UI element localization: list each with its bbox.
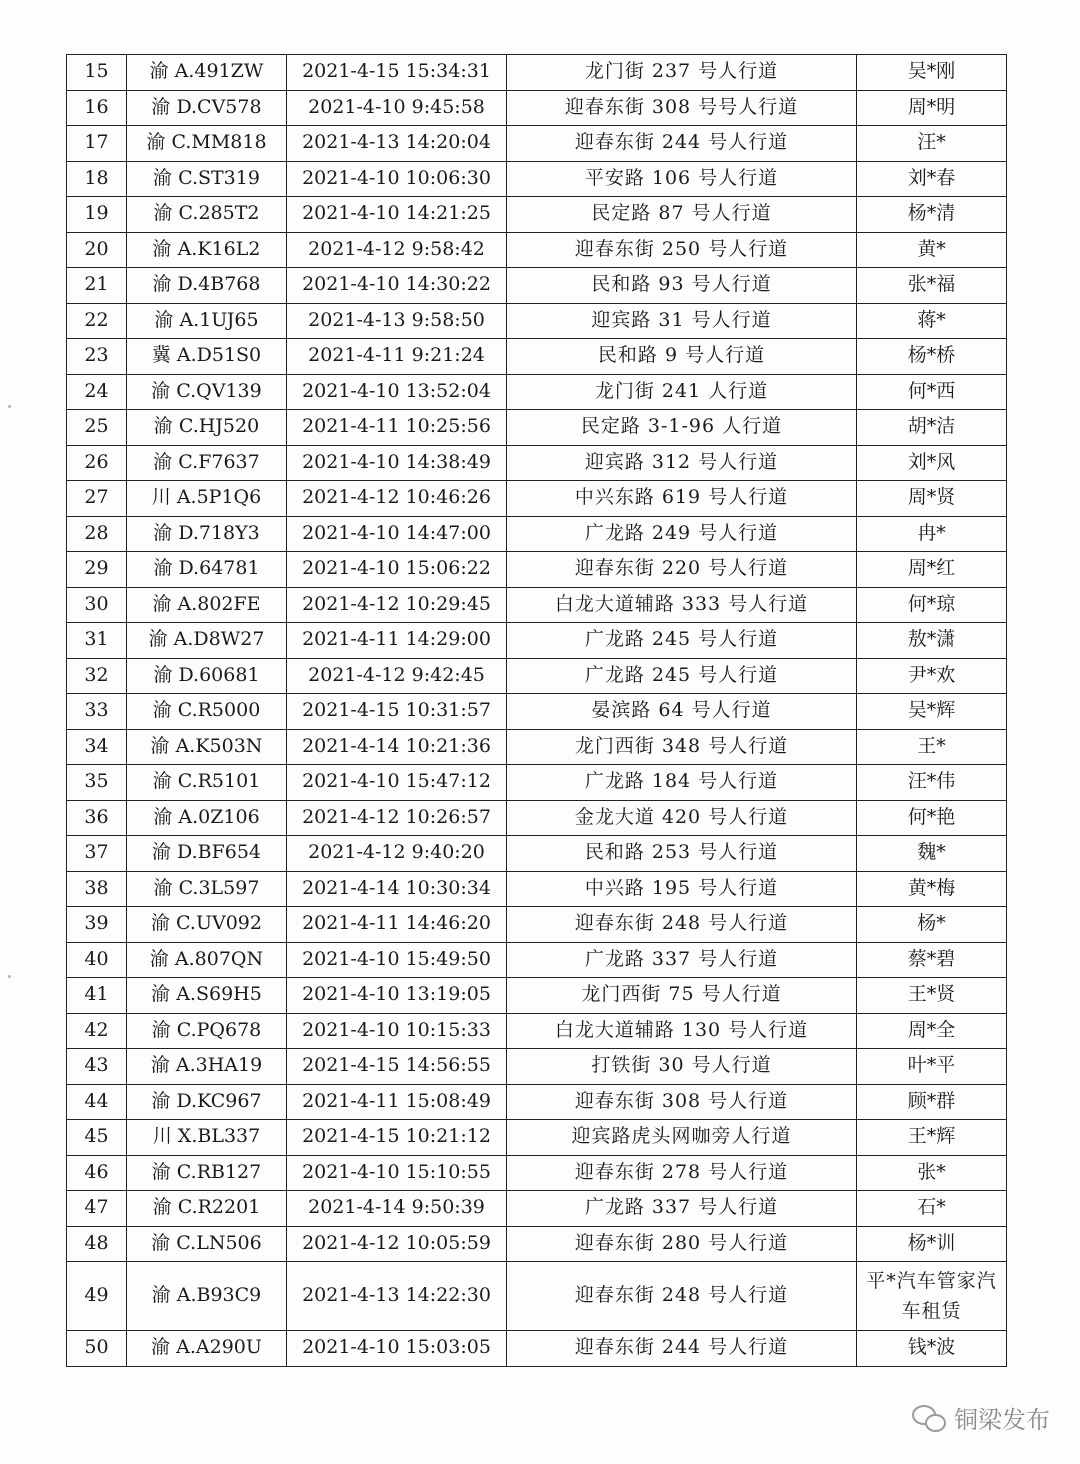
license-plate: 渝 A.0Z106: [127, 800, 287, 836]
violation-address: 打铁街 30 号人行道: [507, 1049, 857, 1085]
license-plate: 渝 C.3L597: [127, 871, 287, 907]
violation-time: 2021-4-11 14:46:20: [287, 907, 507, 943]
vehicle-owner: 周*红: [857, 552, 1007, 588]
vehicle-owner: 何*西: [857, 374, 1007, 410]
table-row: [67, 1331, 1007, 1367]
table-row: [67, 197, 1007, 233]
violation-address: 迎宾路 31 号人行道: [507, 303, 857, 339]
violation-time: 2021-4-12 9:58:42: [287, 232, 507, 268]
vehicle-owner: 吴*辉: [857, 694, 1007, 730]
table-row: [67, 1084, 1007, 1120]
violation-time: 2021-4-15 10:31:57: [287, 694, 507, 730]
table-row: [67, 978, 1007, 1014]
table-row: [67, 516, 1007, 552]
violation-address: 迎春东街 250 号人行道: [507, 232, 857, 268]
vehicle-owner: 杨*: [857, 907, 1007, 943]
violation-address: 迎春东街 248 号人行道: [507, 1262, 857, 1331]
license-plate: 渝 C.QV139: [127, 374, 287, 410]
violation-address: 广龙路 184 号人行道: [507, 765, 857, 801]
record-number: 20: [67, 232, 127, 268]
violation-address: 民和路 253 号人行道: [507, 836, 857, 872]
record-number: 45: [67, 1120, 127, 1156]
violation-address: 龙门街 241 人行道: [507, 374, 857, 410]
violation-address: 龙门西街 348 号人行道: [507, 729, 857, 765]
violation-address: 龙门西街 75 号人行道: [507, 978, 857, 1014]
violation-address: 白龙大道辅路 130 号人行道: [507, 1013, 857, 1049]
vehicle-owner: 何*艳: [857, 800, 1007, 836]
license-plate: 冀 A.D51S0: [127, 339, 287, 375]
license-plate: 渝 A.3HA19: [127, 1049, 287, 1085]
table-row: [67, 55, 1007, 91]
table-row: [67, 942, 1007, 978]
record-number: 16: [67, 90, 127, 126]
license-plate: 渝 D.60681: [127, 658, 287, 694]
vehicle-owner: 刘*春: [857, 161, 1007, 197]
vehicle-owner: 张*福: [857, 268, 1007, 304]
table-row: [67, 1049, 1007, 1085]
record-number: 26: [67, 445, 127, 481]
table-row: [67, 765, 1007, 801]
table-row: [67, 374, 1007, 410]
license-plate: 渝 C.R2201: [127, 1191, 287, 1227]
violation-address: 民定路 87 号人行道: [507, 197, 857, 233]
record-number: 22: [67, 303, 127, 339]
violation-address: 金龙大道 420 号人行道: [507, 800, 857, 836]
vehicle-owner: 王*辉: [857, 1120, 1007, 1156]
scan-speck: [8, 405, 11, 408]
table-row: [67, 481, 1007, 517]
violation-time: 2021-4-15 10:21:12: [287, 1120, 507, 1156]
license-plate: 渝 C.F7637: [127, 445, 287, 481]
table-row: [67, 836, 1007, 872]
table-row: [67, 623, 1007, 659]
license-plate: 渝 C.R5101: [127, 765, 287, 801]
vehicle-owner: 汪*: [857, 126, 1007, 162]
record-number: 43: [67, 1049, 127, 1085]
violation-time: 2021-4-15 14:56:55: [287, 1049, 507, 1085]
vehicle-owner: 周*贤: [857, 481, 1007, 517]
violation-time: 2021-4-14 9:50:39: [287, 1191, 507, 1227]
table-row: [67, 90, 1007, 126]
vehicle-owner: 周*明: [857, 90, 1007, 126]
violation-time: 2021-4-15 15:34:31: [287, 55, 507, 91]
record-number: 31: [67, 623, 127, 659]
violation-address: 迎宾路 312 号人行道: [507, 445, 857, 481]
violation-address: 迎春东街 278 号人行道: [507, 1155, 857, 1191]
record-number: 15: [67, 55, 127, 91]
vehicle-owner: 杨*清: [857, 197, 1007, 233]
violation-address: 中兴东路 619 号人行道: [507, 481, 857, 517]
violation-address: 晏滨路 64 号人行道: [507, 694, 857, 730]
record-number: 49: [67, 1262, 127, 1331]
violation-address: 广龙路 245 号人行道: [507, 623, 857, 659]
record-number: 41: [67, 978, 127, 1014]
violation-address: 民定路 3-1-96 人行道: [507, 410, 857, 446]
record-number: 38: [67, 871, 127, 907]
violation-time: 2021-4-10 15:03:05: [287, 1331, 507, 1367]
table-row: [67, 587, 1007, 623]
license-plate: 渝 A.K16L2: [127, 232, 287, 268]
vehicle-owner: 黄*梅: [857, 871, 1007, 907]
violation-time: 2021-4-10 14:21:25: [287, 197, 507, 233]
record-number: 23: [67, 339, 127, 375]
license-plate: 渝 A.B93C9: [127, 1262, 287, 1331]
vehicle-owner: 蔡*碧: [857, 942, 1007, 978]
violation-time: 2021-4-11 15:08:49: [287, 1084, 507, 1120]
violation-address: 迎春东街 308 号号人行道: [507, 90, 857, 126]
violation-time: 2021-4-10 15:47:12: [287, 765, 507, 801]
table-row: [67, 1155, 1007, 1191]
record-number: 36: [67, 800, 127, 836]
license-plate: 渝 A.D8W27: [127, 623, 287, 659]
watermark: [912, 1400, 1050, 1435]
violation-address: 迎春东街 308 号人行道: [507, 1084, 857, 1120]
record-number: 32: [67, 658, 127, 694]
violation-time: 2021-4-12 9:42:45: [287, 658, 507, 694]
vehicle-owner: 胡*洁: [857, 410, 1007, 446]
violation-time: 2021-4-14 10:21:36: [287, 729, 507, 765]
violation-time: 2021-4-12 10:29:45: [287, 587, 507, 623]
table-row: [67, 232, 1007, 268]
violation-time: 2021-4-13 14:20:04: [287, 126, 507, 162]
table-row: [67, 339, 1007, 375]
vehicle-owner: 平*汽车管家汽车租赁: [857, 1262, 1007, 1331]
table-row: [67, 1120, 1007, 1156]
violation-time: 2021-4-12 10:05:59: [287, 1226, 507, 1262]
record-number: 34: [67, 729, 127, 765]
license-plate: 渝 D.KC967: [127, 1084, 287, 1120]
vehicle-owner: 杨*训: [857, 1226, 1007, 1262]
record-number: 42: [67, 1013, 127, 1049]
license-plate: 渝 C.LN506: [127, 1226, 287, 1262]
violation-time: 2021-4-10 13:52:04: [287, 374, 507, 410]
violation-time: 2021-4-14 10:30:34: [287, 871, 507, 907]
violation-time: 2021-4-10 9:45:58: [287, 90, 507, 126]
license-plate: 渝 C.RB127: [127, 1155, 287, 1191]
violation-address: 迎春东街 248 号人行道: [507, 907, 857, 943]
violation-table-body: [67, 55, 1007, 1367]
wechat-icon: [912, 1405, 946, 1431]
license-plate: 渝 A.1UJ65: [127, 303, 287, 339]
table-row: [67, 800, 1007, 836]
violation-time: 2021-4-10 10:15:33: [287, 1013, 507, 1049]
violation-address: 广龙路 337 号人行道: [507, 942, 857, 978]
vehicle-owner: 刘*风: [857, 445, 1007, 481]
vehicle-owner: 蒋*: [857, 303, 1007, 339]
license-plate: 渝 A.A290U: [127, 1331, 287, 1367]
license-plate: 渝 A.S69H5: [127, 978, 287, 1014]
table-row: [67, 1226, 1007, 1262]
scan-speck: [8, 975, 11, 978]
record-number: 48: [67, 1226, 127, 1262]
violation-address: 迎春东街 280 号人行道: [507, 1226, 857, 1262]
license-plate: 渝 C.285T2: [127, 197, 287, 233]
table-row: [67, 907, 1007, 943]
violation-time: 2021-4-10 15:49:50: [287, 942, 507, 978]
table-row: [67, 552, 1007, 588]
table-row: [67, 658, 1007, 694]
violation-address: 中兴路 195 号人行道: [507, 871, 857, 907]
record-number: 30: [67, 587, 127, 623]
record-number: 21: [67, 268, 127, 304]
vehicle-owner: 冉*: [857, 516, 1007, 552]
vehicle-owner: 何*琼: [857, 587, 1007, 623]
vehicle-owner: 张*: [857, 1155, 1007, 1191]
license-plate: 渝 A.K503N: [127, 729, 287, 765]
license-plate: 川 X.BL337: [127, 1120, 287, 1156]
license-plate: 渝 A.491ZW: [127, 55, 287, 91]
violation-address: 迎春东街 220 号人行道: [507, 552, 857, 588]
violation-time: 2021-4-11 9:21:24: [287, 339, 507, 375]
table-row: [67, 871, 1007, 907]
license-plate: 渝 A.807QN: [127, 942, 287, 978]
license-plate: 渝 C.R5000: [127, 694, 287, 730]
vehicle-owner: 石*: [857, 1191, 1007, 1227]
table-row: [67, 1013, 1007, 1049]
violation-time: 2021-4-13 14:22:30: [287, 1262, 507, 1331]
vehicle-owner: 钱*波: [857, 1331, 1007, 1367]
violation-address: 白龙大道辅路 333 号人行道: [507, 587, 857, 623]
record-number: 19: [67, 197, 127, 233]
vehicle-owner: 汪*伟: [857, 765, 1007, 801]
violation-address: 广龙路 245 号人行道: [507, 658, 857, 694]
violation-time: 2021-4-12 10:46:26: [287, 481, 507, 517]
license-plate: 渝 C.ST319: [127, 161, 287, 197]
record-number: 37: [67, 836, 127, 872]
license-plate: 渝 A.802FE: [127, 587, 287, 623]
record-number: 39: [67, 907, 127, 943]
record-number: 35: [67, 765, 127, 801]
record-number: 29: [67, 552, 127, 588]
table-row: [67, 1262, 1007, 1331]
table-row: [67, 126, 1007, 162]
license-plate: 渝 C.HJ520: [127, 410, 287, 446]
violation-time: 2021-4-12 9:40:20: [287, 836, 507, 872]
vehicle-owner: 王*贤: [857, 978, 1007, 1014]
vehicle-owner: 吴*刚: [857, 55, 1007, 91]
table-row: [67, 161, 1007, 197]
table-row: [67, 445, 1007, 481]
violation-address: 广龙路 337 号人行道: [507, 1191, 857, 1227]
violation-address: 民和路 93 号人行道: [507, 268, 857, 304]
violation-time: 2021-4-10 10:06:30: [287, 161, 507, 197]
vehicle-owner: 顾*群: [857, 1084, 1007, 1120]
record-number: 18: [67, 161, 127, 197]
violation-time: 2021-4-10 15:06:22: [287, 552, 507, 588]
violation-address: 迎春东街 244 号人行道: [507, 126, 857, 162]
table-row: [67, 303, 1007, 339]
record-number: 44: [67, 1084, 127, 1120]
violation-time: 2021-4-10 14:38:49: [287, 445, 507, 481]
violation-address: 龙门街 237 号人行道: [507, 55, 857, 91]
table-row: [67, 1191, 1007, 1227]
record-number: 40: [67, 942, 127, 978]
vehicle-owner: 魏*: [857, 836, 1007, 872]
vehicle-owner: 黄*: [857, 232, 1007, 268]
record-number: 47: [67, 1191, 127, 1227]
violation-address: 平安路 106 号人行道: [507, 161, 857, 197]
record-number: 28: [67, 516, 127, 552]
vehicle-owner: 周*全: [857, 1013, 1007, 1049]
vehicle-owner: 杨*桥: [857, 339, 1007, 375]
vehicle-owner: 叶*平: [857, 1049, 1007, 1085]
violation-address: 迎宾路虎头网咖旁人行道: [507, 1120, 857, 1156]
license-plate: 渝 D.718Y3: [127, 516, 287, 552]
record-number: 27: [67, 481, 127, 517]
license-plate: 渝 D.BF654: [127, 836, 287, 872]
table-row: [67, 694, 1007, 730]
watermark-text: 铜梁发布: [954, 1406, 1050, 1434]
violation-address: 广龙路 249 号人行道: [507, 516, 857, 552]
vehicle-owner: 敖*潇: [857, 623, 1007, 659]
vehicle-owner: 王*: [857, 729, 1007, 765]
violation-table: [66, 54, 1007, 1367]
license-plate: 渝 C.UV092: [127, 907, 287, 943]
violation-address: 迎春东街 244 号人行道: [507, 1331, 857, 1367]
record-number: 46: [67, 1155, 127, 1191]
license-plate: 渝 C.PQ678: [127, 1013, 287, 1049]
violation-address: 民和路 9 号人行道: [507, 339, 857, 375]
table-row: [67, 268, 1007, 304]
violation-time: 2021-4-11 14:29:00: [287, 623, 507, 659]
license-plate: 渝 C.MM818: [127, 126, 287, 162]
table-row: [67, 410, 1007, 446]
record-number: 33: [67, 694, 127, 730]
vehicle-owner: 尹*欢: [857, 658, 1007, 694]
license-plate: 川 A.5P1Q6: [127, 481, 287, 517]
license-plate: 渝 D.64781: [127, 552, 287, 588]
violation-time: 2021-4-13 9:58:50: [287, 303, 507, 339]
license-plate: 渝 D.CV578: [127, 90, 287, 126]
violation-time: 2021-4-10 13:19:05: [287, 978, 507, 1014]
record-number: 50: [67, 1331, 127, 1367]
table-row: [67, 729, 1007, 765]
record-number: 17: [67, 126, 127, 162]
violation-time: 2021-4-10 15:10:55: [287, 1155, 507, 1191]
violation-time: 2021-4-11 10:25:56: [287, 410, 507, 446]
license-plate: 渝 D.4B768: [127, 268, 287, 304]
violation-time: 2021-4-10 14:30:22: [287, 268, 507, 304]
record-number: 24: [67, 374, 127, 410]
violation-time: 2021-4-10 14:47:00: [287, 516, 507, 552]
record-number: 25: [67, 410, 127, 446]
violation-time: 2021-4-12 10:26:57: [287, 800, 507, 836]
